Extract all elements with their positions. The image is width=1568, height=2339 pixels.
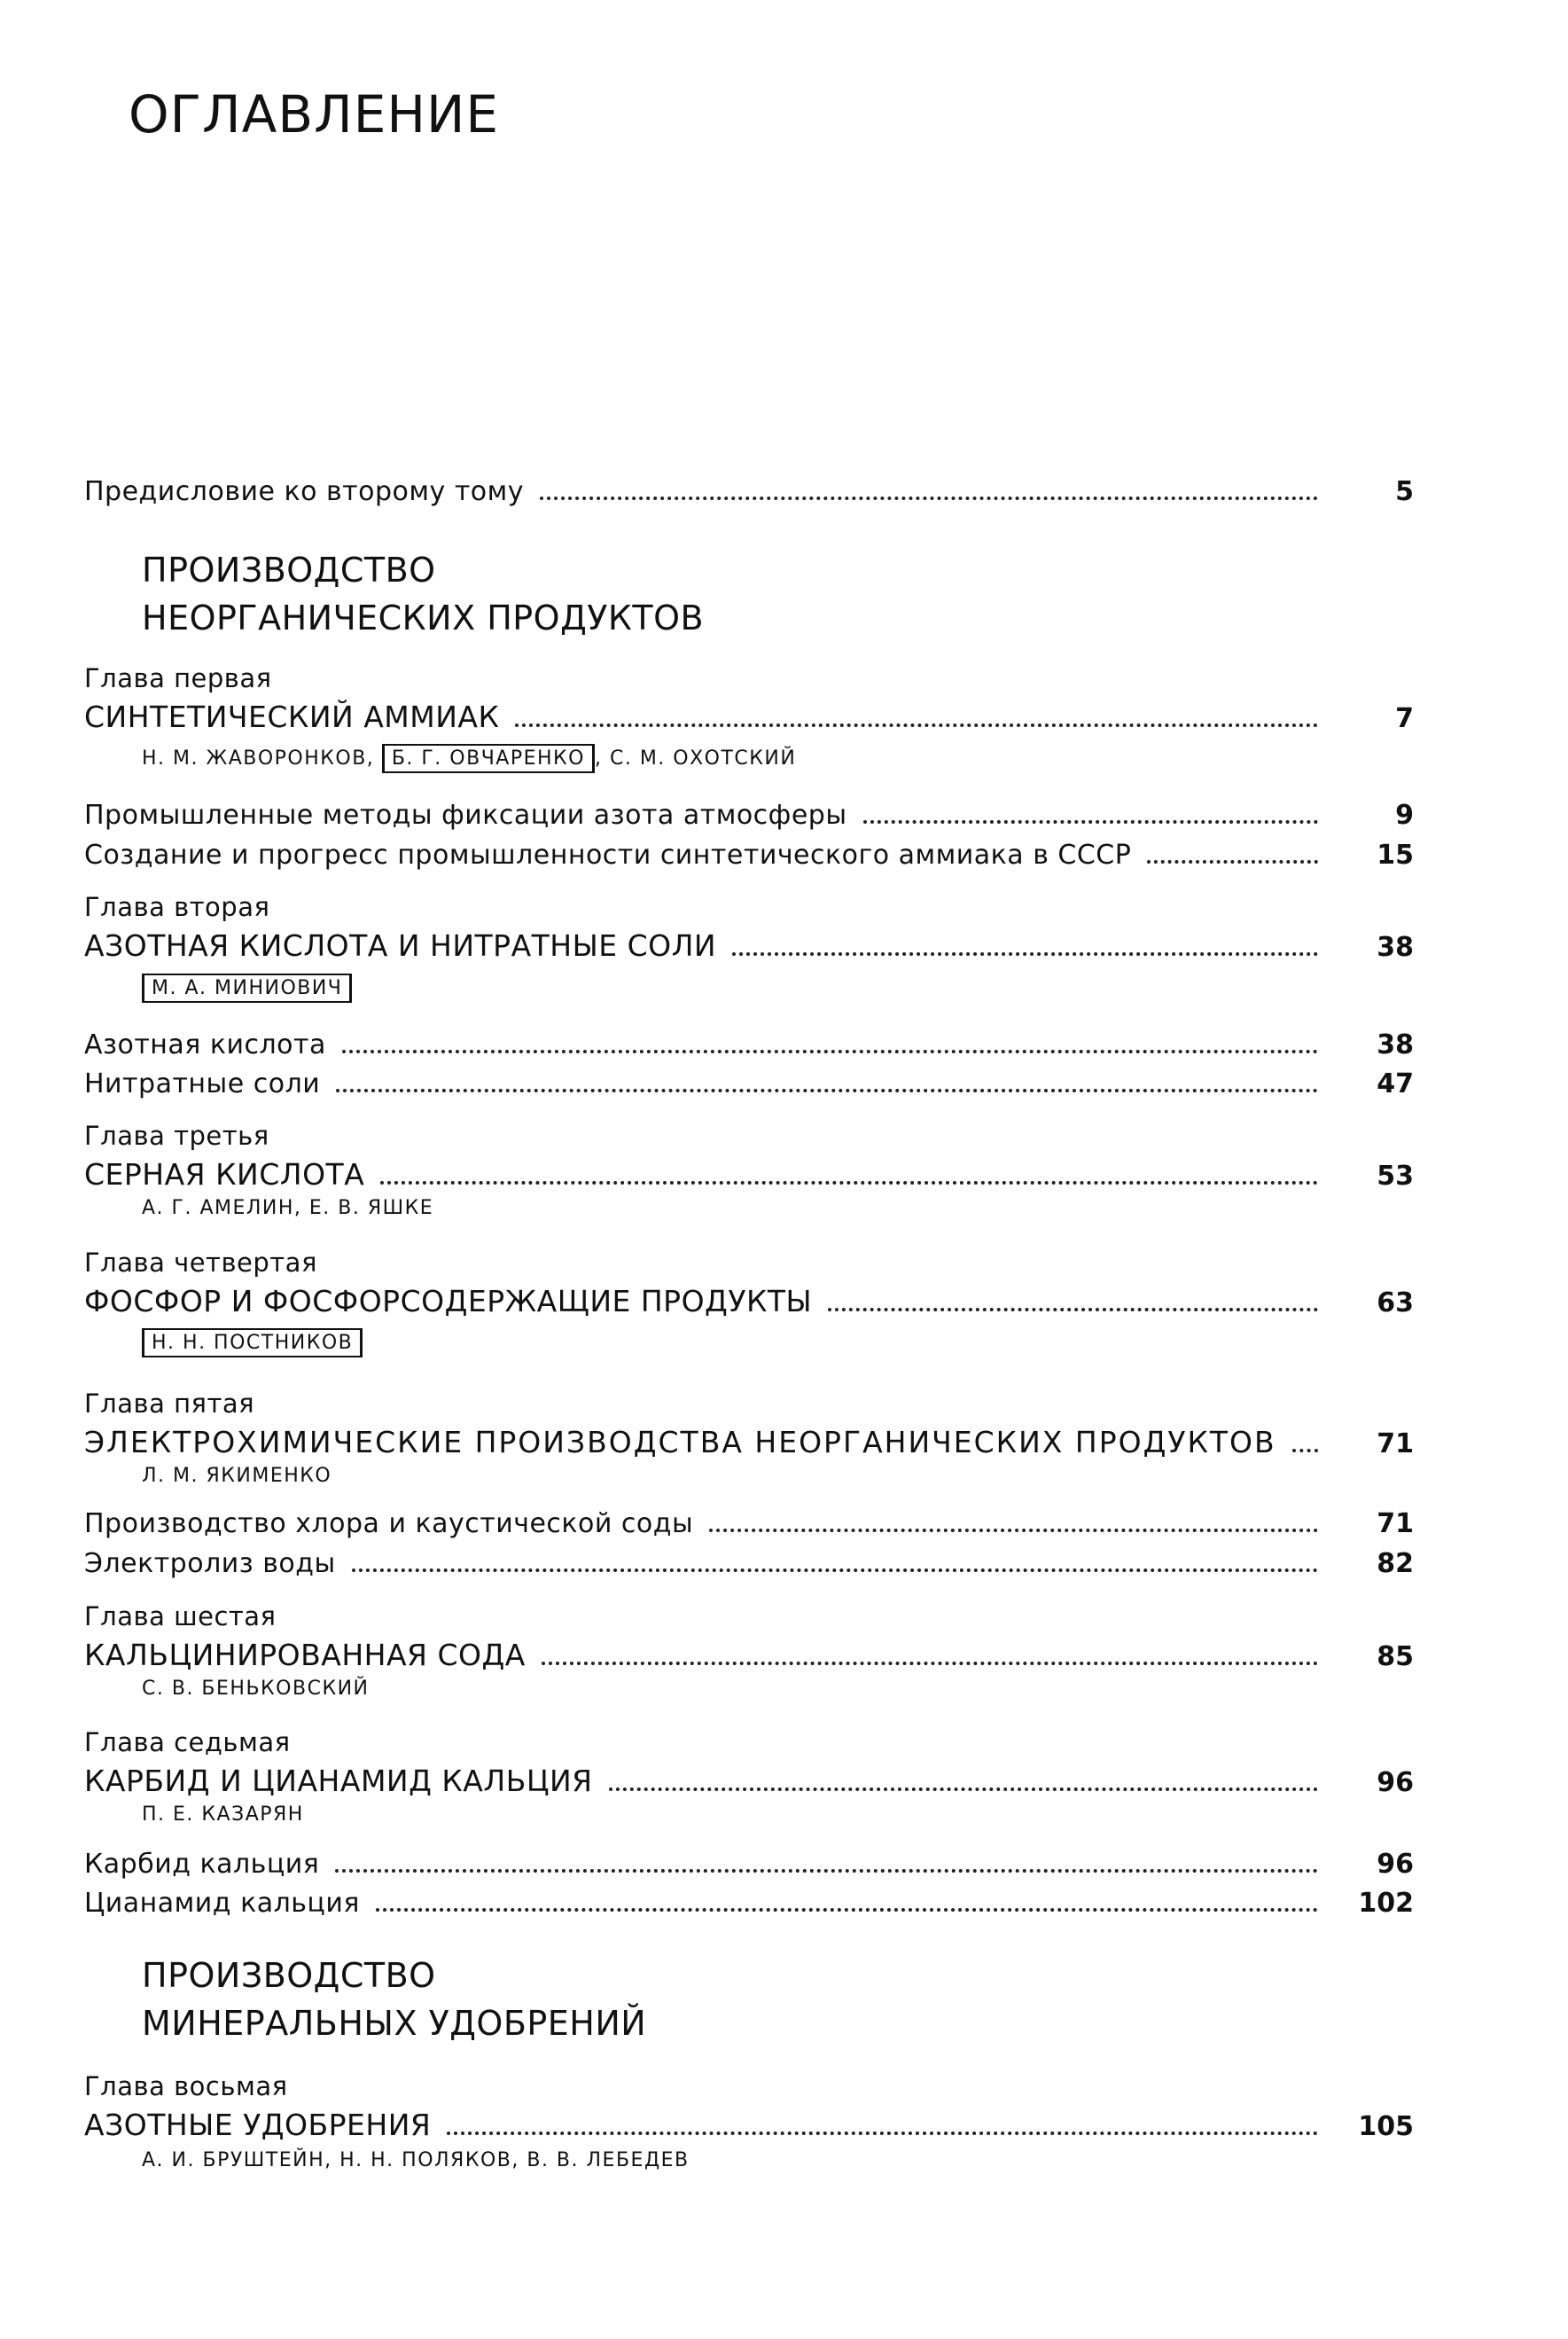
toc-page-number: 71 (1377, 1508, 1414, 1539)
chapter-label: Глава первая (84, 663, 272, 693)
toc-page-number: 105 (1358, 2111, 1414, 2142)
chapter-title: ЭЛЕКТРОХИМИЧЕСКИЕ ПРОИЗВОДСТВА НЕОРГАНИЧЕСКИХ ПРОДУКТОВ (84, 1425, 1276, 1459)
toc-entry-text: Промышленные методы фиксации азота атмосферы (84, 800, 847, 831)
dot-leader (515, 724, 1318, 727)
author-name-boxed: М. А. МИНИОВИЧ (142, 974, 352, 1003)
dot-leader (542, 1662, 1318, 1665)
chapter-label: Глава четвертая (84, 1248, 317, 1278)
chapter-authors: А. И. БРУШТЕЙН, Н. Н. ПОЛЯКОВ, В. В. ЛЕБЕДЕВ (142, 2149, 690, 2171)
dot-leader (342, 1050, 1318, 1053)
chapter-label: Глава седьмая (84, 1727, 291, 1757)
chapter-label: Глава восьмая (84, 2071, 288, 2101)
chapter-authors: А. Г. АМЕЛИН, Е. В. ЯШКЕ (142, 1197, 434, 1219)
chapter-authors: П. Е. КАЗАРЯН (142, 1803, 304, 1826)
author-name: Н. М. ЖАВОРОНКОВ, (142, 747, 375, 770)
chapter-title: СИНТЕТИЧЕСКИЙ АММИАК (84, 700, 500, 734)
dot-leader (447, 2132, 1318, 2135)
toc-page-number: 71 (1377, 1428, 1414, 1459)
toc-page-number: 38 (1377, 932, 1414, 963)
chapter-title: КАРБИД И ЦИАНАМИД КАЛЬЦИЯ (84, 1764, 593, 1798)
toc-subentry[interactable] (84, 1540, 1414, 1579)
section-heading-fertilizers (142, 1952, 646, 2047)
dot-leader (352, 1568, 1318, 1572)
toc-page-number: 7 (1395, 703, 1414, 734)
author-name-boxed: Б. Г. ОВЧАРЕНКО (382, 744, 595, 773)
toc-subentry[interactable] (84, 1060, 1414, 1099)
chapter-label: Глава шестая (84, 1601, 277, 1631)
chapter-authors (142, 977, 352, 999)
toc-chapter-1[interactable] (84, 695, 1414, 734)
dot-leader (1147, 860, 1318, 864)
toc-chapter-7[interactable] (84, 1759, 1414, 1798)
toc-entry-preface[interactable] (84, 468, 1414, 507)
toc-entry-text: Электролиз воды (84, 1548, 336, 1579)
dot-leader (336, 1089, 1318, 1092)
chapter-title: АЗОТНАЯ КИСЛОТА И НИТРАТНЫЕ СОЛИ (84, 928, 717, 963)
toc-entry-text: Азотная кислота (84, 1029, 326, 1060)
toc-page-number: 96 (1377, 1767, 1414, 1798)
section-heading-line: МИНЕРАЛЬНЫХ УДОБРЕНИЙ (142, 2004, 647, 2043)
toc-page-number: 38 (1377, 1029, 1414, 1060)
chapter-authors (142, 747, 796, 770)
chapter-authors: С. В. БЕНЬКОВСКИЙ (142, 1678, 370, 1700)
toc-entry-text: Производство хлора и каустической соды (84, 1508, 694, 1539)
toc-entry-text: Карбид кальция (84, 1849, 320, 1880)
toc-entry-text: Цианамид кальция (84, 1888, 360, 1919)
dot-leader (732, 952, 1318, 956)
dot-leader (1292, 1449, 1318, 1452)
toc-entry-text: Создание и прогресс промышленности синтетического аммиака в СССР (84, 840, 1132, 871)
section-heading-line: НЕОРГАНИЧЕСКИХ ПРОДУКТОВ (142, 598, 705, 638)
section-heading-line: ПРОИЗВОДСТВО (142, 551, 436, 590)
toc-subentry[interactable] (84, 792, 1414, 831)
toc-page-number: 5 (1395, 476, 1414, 507)
dot-leader (709, 1529, 1318, 1532)
section-heading-inorganic (142, 546, 704, 642)
dot-leader (609, 1787, 1318, 1791)
chapter-authors (142, 1332, 363, 1354)
dot-leader (540, 497, 1318, 500)
author-name-boxed: Н. Н. ПОСТНИКОВ (142, 1328, 363, 1357)
toc-page-number: 47 (1377, 1068, 1414, 1099)
page-title: ОГЛАВЛЕНИЕ (129, 84, 500, 145)
toc-chapter-8[interactable] (84, 2103, 1414, 2142)
toc-entry-text: Нитратные соли (84, 1068, 321, 1099)
toc-page-number: 53 (1377, 1161, 1414, 1192)
chapter-title: ФОСФОР И ФОСФОРСОДЕРЖАЩИЕ ПРОДУКТЫ (84, 1284, 813, 1318)
toc-subentry[interactable] (84, 832, 1414, 871)
toc-page-number: 9 (1395, 800, 1414, 831)
toc-page-number: 96 (1377, 1849, 1414, 1880)
section-heading-line: ПРОИЗВОДСТВО (142, 1956, 436, 1995)
dot-leader (863, 820, 1318, 824)
toc-chapter-3[interactable] (84, 1153, 1414, 1192)
toc-page-number: 15 (1377, 840, 1414, 871)
toc-subentry[interactable] (84, 1880, 1414, 1919)
chapter-title: КАЛЬЦИНИРОВАННАЯ СОДА (84, 1638, 526, 1672)
chapter-title: АЗОТНЫЕ УДОБРЕНИЯ (84, 2108, 432, 2142)
toc-chapter-5[interactable] (84, 1420, 1414, 1459)
chapter-title: СЕРНАЯ КИСЛОТА (84, 1157, 365, 1192)
toc-chapter-4[interactable] (84, 1279, 1414, 1318)
chapter-label: Глава третья (84, 1121, 269, 1151)
dot-leader (380, 1181, 1318, 1185)
dot-leader (828, 1308, 1318, 1311)
toc-page-number: 82 (1377, 1548, 1414, 1579)
toc-page-number: 102 (1358, 1888, 1414, 1919)
toc-subentry[interactable] (84, 1841, 1414, 1880)
dot-leader (335, 1869, 1318, 1873)
toc-chapter-2[interactable] (84, 924, 1414, 963)
author-name: , С. М. ОХОТСКИЙ (594, 747, 797, 770)
toc-chapter-6[interactable] (84, 1633, 1414, 1672)
chapter-label: Глава пятая (84, 1389, 255, 1419)
toc-subentry[interactable] (84, 1500, 1414, 1539)
toc-page-number: 85 (1377, 1641, 1414, 1672)
toc-page-number: 63 (1377, 1287, 1414, 1318)
chapter-authors: Л. М. ЯКИМЕНКО (142, 1465, 332, 1487)
toc-subentry[interactable] (84, 1021, 1414, 1060)
chapter-label: Глава вторая (84, 892, 270, 922)
toc-entry-text: Предисловие ко второму тому (84, 476, 525, 507)
dot-leader (376, 1908, 1318, 1912)
